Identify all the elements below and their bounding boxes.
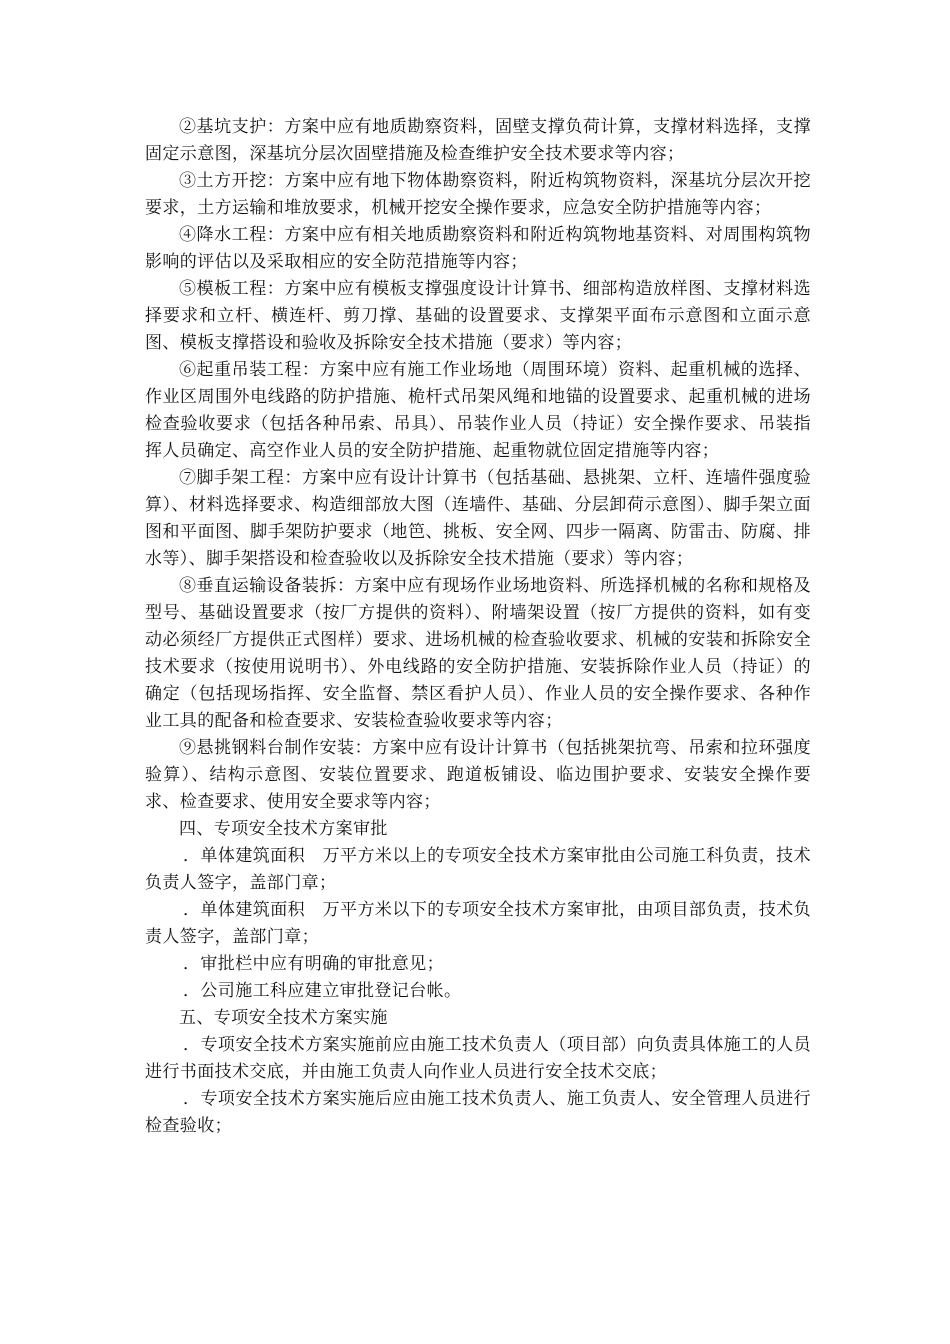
paragraph-foundation-pit-support: ②基坑支护：方案中应有地质勘察资料，固壁支撑负荷计算，支撑材料选择，支撑固定示意图，深基坑分层次固壁措施及检查维护安全技术要求等内容； bbox=[145, 117, 811, 164]
approval-item-3: ．审批栏中应有明确的审批意见； bbox=[183, 954, 444, 974]
approval-item-4: ．公司施工科应建立审批登记台帐。 bbox=[183, 981, 462, 1001]
paragraph-formwork: ⑤模板工程：方案中应有模板支撑强度设计计算书、细部构造放样图、支撑材料选择要求和立杆、横连杆、剪刀撑、基础的设置要求、支撑架平面布示意图和立面示意图、模板支撑搭设和验收及拆除安全技术措施（要求）等内容； bbox=[145, 279, 811, 353]
document-body bbox=[145, 114, 811, 1140]
section-heading-implementation: 五、专项安全技术方案实施 bbox=[179, 1008, 388, 1028]
paragraph-cantilever-platform: ⑨悬挑钢料台制作安装：方案中应有设计计算书（包括挑架抗弯、吊索和拉环强度验算）、结构示意图、安装位置要求、跑道板铺设、临边围护要求、安装安全操作要求、检查要求、使用安全要求等内容； bbox=[145, 738, 811, 812]
paragraph-earth-excavation: ③土方开挖：方案中应有地下物体勘察资料，附近构筑物资料，深基坑分层次开挖要求，土方运输和堆放要求，机械开挖安全操作要求，应急安全防护措施等内容； bbox=[145, 171, 811, 218]
approval-item-2: ．单体建筑面积 万平方米以下的专项安全技术方案审批，由项目部负责，技术负责人签字，盖部门章； bbox=[145, 900, 811, 947]
paragraph-vertical-transport: ⑧垂直运输设备装拆：方案中应有现场作业场地资料、所选择机械的名称和规格及型号、基础设置要求（按厂方提供的资料）、附墙架设置（按厂方提供的资料，如有变动必须经厂方提供正式图样）要求、进场机械的检查验收要求、机械的安装和拆除安全技术要求（按使用说明书）、外电线路的安全防护措施、安装拆除作业人员（持证）的确定（包括现场指挥、安全监督、禁区看护人员）、作业人员的安全操作要求、各种作业工具的配备和检查要求、安装检查验收要求等内容； bbox=[145, 576, 811, 731]
paragraph-hoisting: ⑥起重吊装工程：方案中应有施工作业场地（周围环境）资料、起重机械的选择、作业区周围外电线路的防护措施、桅杆式吊架风绳和地锚的设置要求、起重机械的进场检查验收要求（包括各种吊索、吊具）、吊装作业人员（持证）安全操作要求、吊装指挥人员确定、高空作业人员的安全防护措施、起重物就位固定措施等内容； bbox=[145, 360, 811, 461]
paragraph-dewatering: ④降水工程：方案中应有相关地质勘察资料和附近构筑物地基资料、对周围构筑物影响的评估以及采取相应的安全防范措施等内容； bbox=[145, 225, 811, 272]
implementation-item-1: ．专项安全技术方案实施前应由施工技术负责人（项目部）向负责具体施工的人员进行书面技术交底，并由施工负责人向作业人员进行安全技术交底； bbox=[145, 1035, 811, 1082]
approval-item-1: ．单体建筑面积 万平方米以上的专项安全技术方案审批由公司施工科负责，技术负责人签字，盖部门章； bbox=[145, 846, 811, 893]
section-heading-approval: 四、专项安全技术方案审批 bbox=[179, 819, 388, 839]
implementation-item-2: ．专项安全技术方案实施后应由施工技术负责人、施工负责人、安全管理人员进行检查验收； bbox=[145, 1089, 811, 1136]
paragraph-scaffolding: ⑦脚手架工程：方案中应有设计计算书（包括基础、悬挑架、立杆、连墙件强度验算）、材料选择要求、构造细部放大图（连墙件、基础、分层卸荷示意图）、脚手架立面图和平面图、脚手架防护要求（地笆、挑板、安全网、四步一隔离、防雷击、防腐、排水等）、脚手架搭设和检查验收以及拆除安全技术措施（要求）等内容； bbox=[145, 468, 811, 569]
